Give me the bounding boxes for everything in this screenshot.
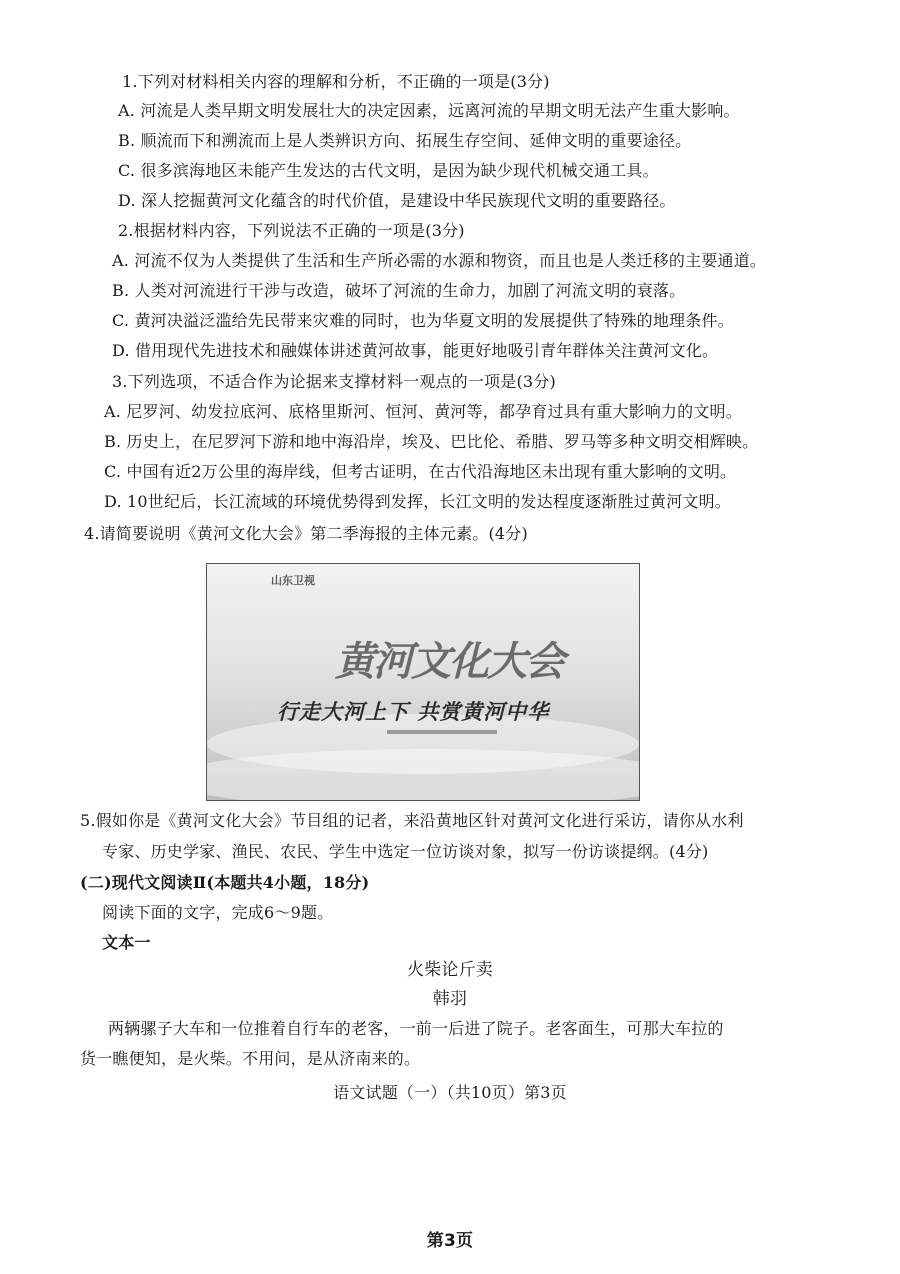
page-footer: 语文试题（一）（共10页）第3页 xyxy=(333,1083,567,1102)
section-instruction: 阅读下面的文字，完成6～9题。 xyxy=(102,903,334,922)
section-heading: (二)现代文阅读Ⅱ(本题共4小题，18分) xyxy=(80,873,370,892)
question-2-option-d: D. 借用现代先进技术和融媒体讲述黄河故事，能更好地吸引青年群体关注黄河文化。 xyxy=(112,341,719,360)
article-author: 韩羽 xyxy=(432,989,468,1009)
question-3-option-b: B. 历史上，在尼罗河下游和地中海沿岸，埃及、巴比伦、希腊、罗马等多种文明交相辉映。 xyxy=(104,432,759,451)
page-number: 第3页 xyxy=(426,1231,474,1251)
question-3-option-a: A. 尼罗河、幼发拉底河、底格里斯河、恒河、黄河等，都孕育过具有重大影响力的文明。 xyxy=(104,402,742,421)
question-2-stem: 2.根据材料内容，下列说法不正确的一项是(3分) xyxy=(118,221,465,240)
article-title: 火柴论斤卖 xyxy=(407,960,493,980)
poster-wave-decoration xyxy=(206,749,640,801)
poster-image xyxy=(206,563,640,801)
article-paragraph-line-2: 货一瞧便知，是火柴。不用问，是从济南来的。 xyxy=(80,1049,421,1068)
poster-brand-logo: 山东卫视 xyxy=(271,574,315,587)
question-5-line-1: 5.假如你是《黄河文化大会》节目组的记者，来沿黄地区针对黄河文化进行采访，请你从水利 xyxy=(80,811,744,830)
poster-subtitle-bar xyxy=(387,730,497,734)
question-3-option-d: D. 10世纪后，长江流域的环境优势得到发挥，长江文明的发达程度逐渐胜过黄河文明。 xyxy=(104,492,731,511)
question-2-option-a: A. 河流不仅为人类提供了生活和生产所必需的水源和物资，而且也是人类迁移的主要通道。 xyxy=(112,251,767,270)
question-2-option-c: C. 黄河决溢泛滥给先民带来灾难的同时，也为华夏文明的发展提供了特殊的地理条件。 xyxy=(112,311,734,330)
question-1-option-a: A. 河流是人类早期文明发展壮大的决定因素，远离河流的早期文明无法产生重大影响。 xyxy=(118,101,740,120)
question-2-option-b: B. 人类对河流进行干涉与改造，破坏了河流的生命力，加剧了河流文明的衰落。 xyxy=(112,281,686,300)
question-3-stem: 3.下列选项，不适合作为论据来支撑材料一观点的一项是(3分) xyxy=(112,372,556,391)
poster-title-calligraphy: 黄河文化大会 xyxy=(335,638,563,685)
question-1-stem: 1.下列对材料相关内容的理解和分析，不正确的一项是(3分) xyxy=(122,72,550,91)
question-1-option-c: C. 很多滨海地区未能产生发达的古代文明，是因为缺少现代机械交通工具。 xyxy=(118,161,659,180)
question-1-option-b: B. 顺流而下和溯流而上是人类辨识方向、拓展生存空间、延伸文明的重要途径。 xyxy=(118,131,692,150)
text-label: 文本一 xyxy=(102,933,151,952)
poster-slogan: 行走大河上下 共赏黄河中华 xyxy=(277,699,550,724)
question-1-option-d: D. 深人挖掘黄河文化蕴含的时代价值，是建设中华民族现代文明的重要路径。 xyxy=(118,191,676,210)
article-paragraph-line-1: 两辆骡子大车和一位推着自行车的老客，一前一后进了院子。老客面生，可那大车拉的 xyxy=(108,1019,724,1038)
question-5-line-2: 专家、历史学家、渔民、农民、学生中选定一位访谈对象，拟写一份访谈提纲。(4分) xyxy=(102,842,709,861)
question-3-option-c: C. 中国有近2万公里的海岸线，但考古证明，在古代沿海地区未出现有重大影响的文明。 xyxy=(104,462,737,481)
question-4-stem: 4.请简要说明《黄河文化大会》第二季海报的主体元素。(4分) xyxy=(84,524,528,543)
